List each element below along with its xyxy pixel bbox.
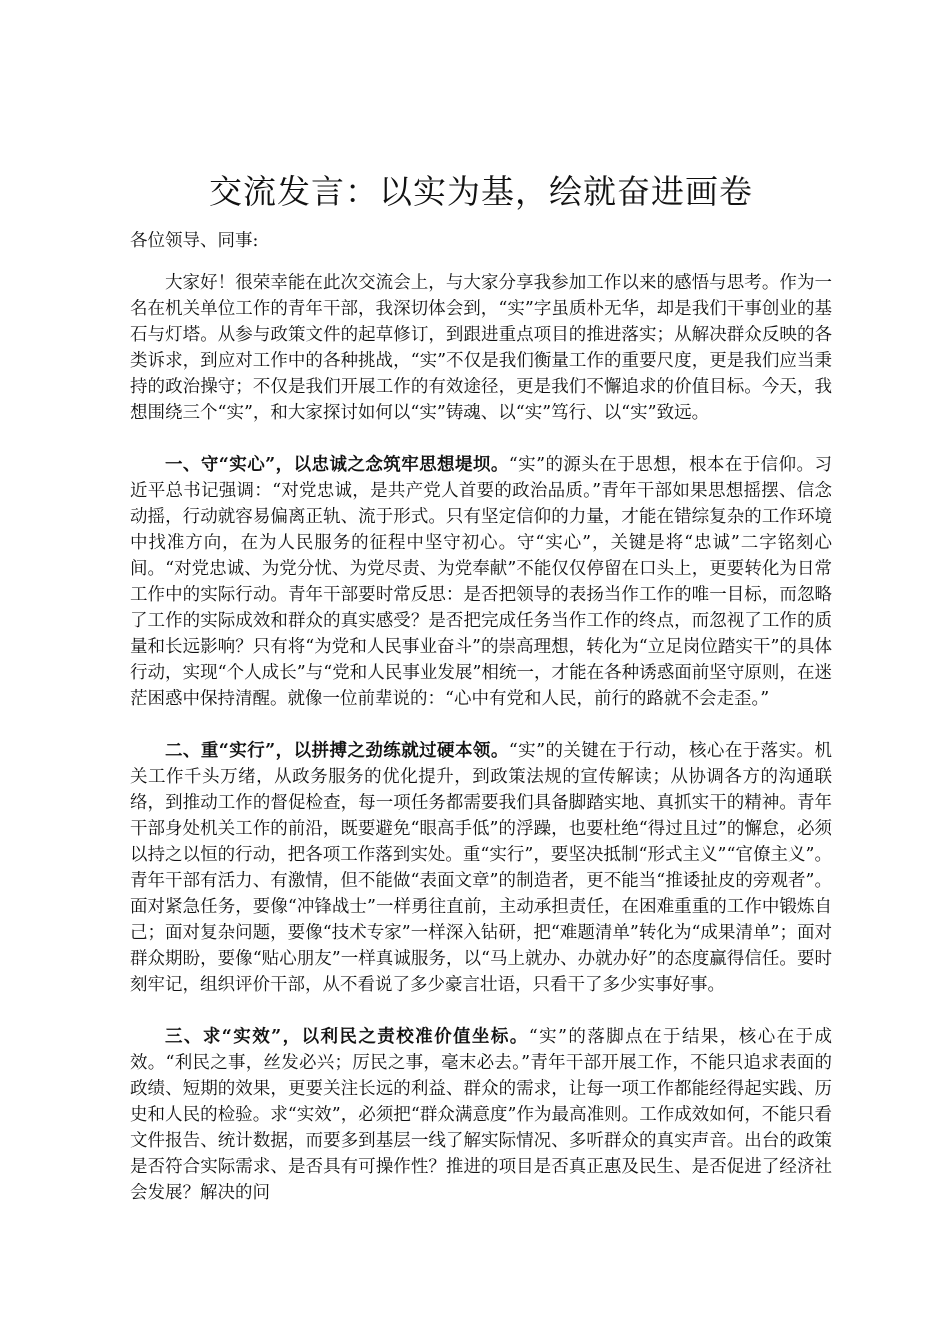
document-title: 交流发言：以实为基，绘就奋进画卷 [209, 172, 753, 211]
paragraph-section-3 [130, 1024, 832, 1206]
paragraph-text: 大家好！很荣幸能在此次交流会上，与大家分享我参加工作以来的感悟与思考。作为一名在机关单位工作的青年干部，我深切体会到，“实”字虽质朴无华，却是我们干事创业的基石与灯塔。从参与政策文件的起草修订，到跟进重点项目的推进落实；从解决群众反映的各类诉求，到应对工作中的各种挑战，“实”不仅是我们衡量工作的重要尺度，更是我们应当秉持的政治操守；不仅是我们开展工作的有效途径，更是我们不懈追求的价值目标。今天，我想围绕三个“实”，和大家探讨如何以“实”铸魂、以“实”笃行、以“实”致远。 [130, 273, 832, 423]
paragraph-text: “实”的落脚点在于结果，核心在于成效。“利民之事，丝发必兴；厉民之事，毫末必去。”青年干部开展工作，不能只追求表面的政绩、短期的效果，更要关注长远的利益、群众的需求，让每一项工作都能经得起实践、历史和人民的检验。求“实效”，必须把“群众满意度”作为最高准则。工作成效如何，不能只看文件报告、统计数据，而要多到基层一线了解实际情况、多听群众的真实声音。出台的政策是否符合实际需求、是否具有可操作性？推进的项目是否真正惠及民生、是否促进了经济社会发展？解决的问 [130, 1027, 832, 1203]
section-heading: 三、求“实效”，以利民之责校准价值坐标。 [165, 1027, 529, 1047]
section-heading: 二、重“实行”，以拼搏之劲练就过硬本领。 [165, 741, 509, 761]
salutation: 各位领导、同事: [130, 231, 259, 251]
paragraph-text: “实”的源头在于思想，根本在于信仰。习近平总书记强调：“对党忠诚，是共产党人首要的政治品质。”青年干部如果思想摇摆、信念动摇，行动就容易偏离正轨、流于形式。只有坚定信仰的力量，才能在错综复杂的工作环境中找准方向，在为人民服务的征程中坚守初心。守“实心”，关键是将“忠诚”二字铭刻心间。“对党忠诚、为党分忧、为党尽责、为党奉献”不能仅仅停留在口头上，更要转化为日常工作中的实际行动。青年干部要时常反思：是否把领导的表扬当作工作的唯一目标，而忽略了工作的实际成效和群众的真实感受？是否把完成任务当作工作的终点，而忽视了工作的质量和长远影响？只有将“为党和人民事业奋斗”的崇高理想，转化为“立足岗位踏实干”的具体行动，实现“个人成长”与“党和人民事业发展”相统一，才能在各种诱惑面前坚守原则，在迷茫困惑中保持清醒。就像一位前辈说的：“心中有党和人民，前行的路就不会走歪。” [130, 455, 832, 709]
paragraph-section-1 [130, 452, 832, 712]
document-page [130, 168, 832, 1232]
paragraph-text: “实”的关键在于行动，核心在于落实。机关工作千头万绪，从政务服务的优化提升，到政策法规的宣传解读；从协调各方的沟通联络，到推动工作的督促检查，每一项任务都需要我们具备脚踏实地、真抓实干的精神。青年干部身处机关工作的前沿，既要避免“眼高手低”的浮躁，也要杜绝“得过且过”的懈怠，必须以持之以恒的行动，把各项工作落到实处。重“实行”，要坚决抵制“形式主义”“官僚主义”。青年干部有活力、有激情，但不能做“表面文章”的制造者，更不能当“推诿扯皮的旁观者”。面对紧急任务，要像“冲锋战士”一样勇往直前，主动承担责任，在困难重重的工作中锻炼自己；面对复杂问题，要像“技术专家”一样深入钻研，把“难题清单”转化为“成果清单”；面对群众期盼，要像“贴心朋友”一样真诚服务，以“马上就办、办就办好”的态度赢得信任。要时刻牢记，组织评价干部，从不看说了多少豪言壮语，只看干了多少实事好事。 [130, 741, 832, 995]
paragraph-section-2 [130, 738, 832, 998]
section-heading: 一、守“实心”，以忠诚之念筑牢思想堤坝。 [165, 455, 509, 475]
paragraph-intro [130, 270, 832, 426]
